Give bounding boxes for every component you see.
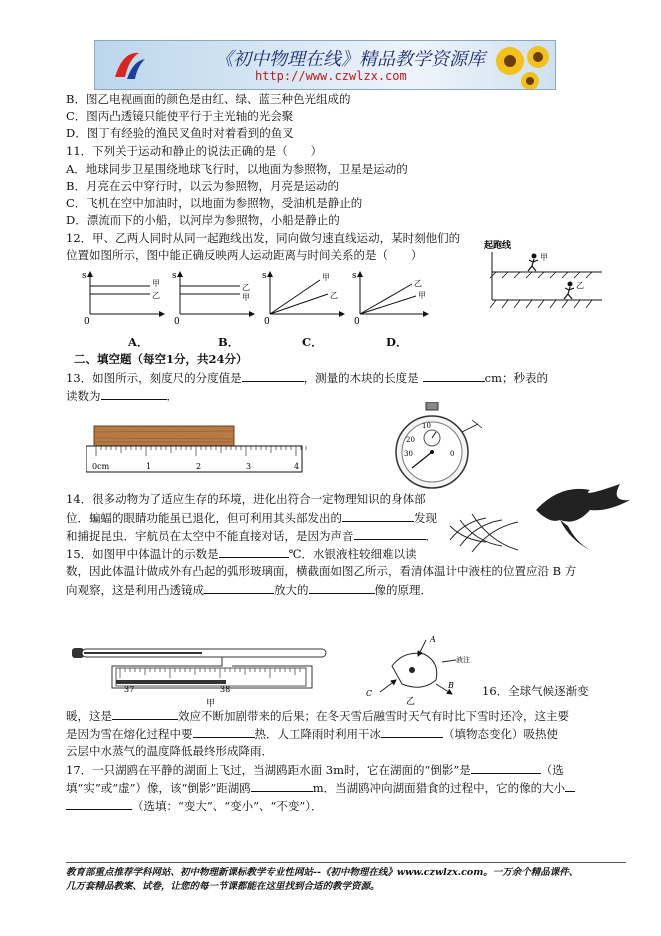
stopwatch-num-30: 30 (404, 450, 413, 458)
footer-line1: 教育部重点推荐学科网站、初中物理新课标教学专业性网站--《初中物理在线》www.czwlzx.com。一万余个精品课件、 (66, 867, 579, 878)
q15-line3: 向观察，这是利用凸透镜成 放大的 像的原理． (66, 583, 432, 597)
graph-b (172, 271, 254, 327)
q14-line2: 位．蝙蝠的眼睛功能虽已退化，但可利用其头部发出的 发现 (66, 511, 437, 525)
bat-figure (440, 480, 636, 558)
q10-option-b: B．图乙电视画面的颜色是由红、绿、蓝三种色光组成的 (66, 92, 351, 106)
graph-a-origin: 0 (84, 317, 90, 327)
ruler-tick-3: 3 (246, 462, 252, 471)
q13-line1: 13．如图所示，刻度尺的分度值是 ，测量的木块的长度是 cm；秒表的 (66, 371, 548, 385)
thermo-tick-37: 37 (124, 685, 135, 694)
q13-blank-division[interactable] (242, 370, 304, 382)
graph-c-jia: 甲 (322, 273, 330, 282)
graph-b-origin: 0 (174, 317, 180, 327)
thermometer-figure (72, 638, 332, 710)
q14-line3: 和捕捉昆虫．宇航员在太空中不能直接对话，是因为声音 ． (66, 529, 437, 543)
section2-title: 二、填空题（每空1分，共24分） (74, 352, 248, 366)
graph-c-origin: 0 (264, 317, 270, 327)
ruler-figure (86, 424, 308, 474)
q15-blank-image-nature[interactable] (309, 582, 375, 594)
q15-line1: 15．如图甲中体温计的示数是 ℃．水银液柱较细难以读 (66, 547, 417, 561)
q12-label-d: D． (386, 335, 408, 349)
q17-blank-size-a[interactable] (565, 780, 575, 792)
q10-option-d: D．图丁有经验的渔民叉鱼时对着看到的鱼叉 (66, 126, 294, 140)
runner-jia-label: 甲 (540, 253, 548, 262)
q16-blank-heat[interactable] (193, 726, 255, 738)
ruler-tick-0: 0cm (92, 462, 110, 471)
q13-line2: 读数为 ． (66, 389, 178, 403)
q16-line2: 暖，这是 效应不断加剧带来的后果；在冬天雪后融雪时天气有时比下雪时还冷，这主要 (66, 709, 569, 723)
q11-option-c: C．飞机在空中加油时，以地面为参照物，受油机是静止的 (66, 196, 363, 210)
q12-label-b: B． (218, 335, 240, 349)
q13-blank-stopwatch[interactable] (101, 388, 167, 400)
q16-blank-state-change[interactable] (381, 726, 443, 738)
q12-label-c: C． (302, 335, 323, 349)
race-diagram (484, 238, 604, 314)
thermometer-label-jia: 甲 (206, 699, 216, 709)
q12-label-a: A． (128, 335, 149, 349)
q16-line1: 16．全球气候逐渐变 (482, 684, 589, 698)
ruler-tick-1: 1 (146, 462, 152, 471)
q17-blank-distance[interactable] (251, 780, 313, 792)
q12-stem-line2: 位置如图所示，图中能正确反映两人运动距离与时间关系的是（ ） (66, 248, 423, 262)
q12-graphs (80, 266, 430, 330)
graph-b-yi: 乙 (242, 283, 250, 292)
q17-blank-size[interactable] (66, 798, 132, 810)
q11-option-a: A．地球同步卫星围绕地球飞行时，以地面为参照物，卫星是运动的 (66, 162, 408, 176)
q17-line3: （选填：“变大”、“变小”、“不变”）． (66, 798, 323, 813)
label-liquid: 液注 (456, 656, 470, 664)
graph-a-jia: 甲 (152, 279, 160, 288)
q16-line4: 云层中水蒸气的温度降低最终形成降雨． (66, 744, 273, 758)
bat-icon (536, 484, 630, 550)
runner-jia-icon (528, 254, 538, 272)
stopwatch-num-10: 10 (422, 422, 431, 430)
q11-option-b: B．月亮在云中穿行时，以云为参照物，月亮是运动的 (66, 179, 339, 193)
graph-b-jia: 甲 (242, 293, 250, 302)
start-line-label: 起跑线 (484, 241, 512, 251)
stopwatch-figure (366, 402, 486, 490)
graph-b-axis-s: s (172, 271, 177, 281)
graph-c-yi: 乙 (330, 291, 338, 300)
stopwatch-num-20: 20 (406, 436, 415, 444)
label-A: A (430, 635, 436, 644)
q14-line1: 14．很多动物为了适应生存的环境，进化出符合一定物理知识的身体部 (66, 492, 426, 506)
runner-yi-label: 乙 (576, 281, 584, 290)
graph-a-axis-s: s (82, 271, 87, 281)
ruler-tick-4: 4 (294, 462, 300, 471)
header-banner (94, 40, 556, 90)
graph-a-yi: 乙 (152, 291, 160, 300)
banner-url[interactable]: http://www.czwlzx.com (255, 69, 407, 83)
graph-d-origin: 0 (354, 317, 360, 327)
q11-stem: 11．下列关于运动和静止的说法正确的是（ ） (66, 144, 323, 158)
graph-c (262, 271, 344, 327)
graph-c-axis-s: s (262, 271, 267, 281)
runner-yi-icon (564, 282, 574, 300)
sunflower-icon (490, 41, 554, 89)
q14-blank-wave[interactable] (342, 510, 414, 522)
banner-title: 《初中物理在线》精品教学资源库 (215, 49, 485, 70)
q14-blank-sound[interactable] (354, 528, 426, 540)
wooden-block (94, 426, 234, 446)
q13-blank-length[interactable] (423, 370, 485, 382)
footer (66, 866, 626, 894)
graph-a (82, 271, 164, 327)
cross-section-figure (362, 632, 478, 708)
q16-line3: 是因为雪在熔化过程中要 热．人工降雨时利用干冰 （填物态变化）吸热使 (66, 727, 558, 741)
label-B: B (448, 681, 454, 690)
stopwatch-num-0: 0 (450, 450, 455, 458)
label-C: C (366, 689, 373, 698)
ruler-tick-2: 2 (196, 462, 202, 471)
q17-line1: 17．一只湖鸥在平静的湖面上飞过，当湖鸥距水面 3m时，它在湖面的“倒影”是 （选 (66, 763, 564, 777)
q16-blank-effect[interactable] (112, 708, 178, 720)
graph-d-axis-s: s (352, 271, 357, 281)
footer-divider (66, 862, 626, 863)
graph-d-yi: 乙 (414, 279, 422, 288)
cross-section-label-yi: 乙 (406, 697, 416, 707)
q15-blank-temperature[interactable] (219, 546, 289, 558)
q15-blank-image-type[interactable] (204, 582, 274, 594)
footer-line2: 几万套精品教案、试卷，让您的每一节课都能在这里找到合适的教学资源。 (66, 881, 380, 892)
q12-stem-line1: 12．甲、乙两人同时从同一起跑线出发，同向做匀速直线运动，某时刻他们的 (66, 231, 461, 245)
graph-d-jia: 甲 (418, 291, 426, 300)
graph-d (352, 271, 428, 327)
q11-option-d: D．漂流而下的小船，以河岸为参照物，小船是静止的 (66, 213, 340, 227)
site-logo-icon (109, 47, 149, 83)
q17-blank-reflection[interactable] (471, 762, 541, 774)
q17-line2: 填“实”或“虚”）像，该“倒影”距湖鸥 m．当湖鸥冲向湖面猎食的过程中，它的像的大小 (66, 780, 575, 795)
q10-option-c: C．图丙凸透镜只能使平行于主光轴的光会聚 (66, 109, 294, 123)
thermo-tick-38: 38 (220, 685, 231, 694)
q15-line2: 数，因此体温计做成外有凸起的弧形玻璃面，横截面如图乙所示，看清体温计中液柱的位置应沿 B 方 (66, 564, 577, 578)
